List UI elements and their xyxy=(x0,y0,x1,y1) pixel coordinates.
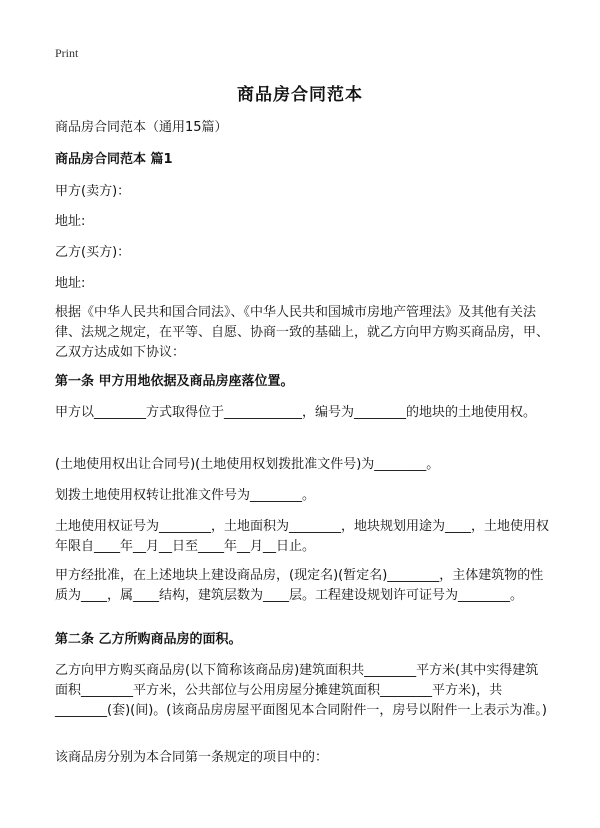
article1-land-acquisition: 甲方以________方式取得位于____________，编号为________的地块的土地使用权。 xyxy=(55,405,537,420)
print-link[interactable]: Print xyxy=(55,46,79,60)
section-heading: 商品房合同范本 篇1 xyxy=(55,152,173,167)
article1-building-info: 甲方经批准，在上述地块上建设商品房，(现定名)(暂定名)________，主体建筑物的性质为____，属____结构，建筑层数为____层。工程建设规划许可证号为________。 xyxy=(55,568,544,603)
article2-project-reference: 该商品房分别为本合同第一条规定的项目中的： xyxy=(55,750,329,765)
article1-heading: 第一条 甲方用地依据及商品房座落位置。 xyxy=(55,374,294,389)
address-line-1: 地址: xyxy=(55,214,86,229)
article1-land-certificate: 土地使用权证号为________，土地面积为________，地块规划用途为____，土地使用权年限自____年__月__日至____年__月__日止。 xyxy=(55,519,550,554)
intro-paragraph: 根据《中华人民共和国合同法》、《中华人民共和国城市房地产管理法》及其他有关法律、法规之规定，在平等、自愿、协商一致的基础上，就乙方向甲方购买商品房，甲、乙双方达成如下协议： xyxy=(55,305,550,360)
subtitle: 商品房合同范本（通用15篇） xyxy=(55,120,228,135)
address-line-2: 地址: xyxy=(55,276,86,291)
party-a-seller: 甲方(卖方)： xyxy=(55,184,131,199)
article2-heading: 第二条 乙方所购商品房的面积。 xyxy=(55,632,242,647)
article1-transfer-approval: 划拨土地使用权转让批准文件号为________。 xyxy=(55,488,316,503)
article1-contract-number: (土地使用权出让合同号)(土地使用权划拨批准文件号)为________。 xyxy=(55,457,440,472)
page-title: 商品房合同范本 xyxy=(237,85,363,105)
article2-area-details: 乙方向甲方购买商品房(以下简称该商品房)建筑面积共________平方米(其中实得建筑面积________平方米，公共部位与公用房屋分摊建筑面积________平方米)，共________(套)(间)。(该商品房房屋平面图见本合同附件一，房号以附件一上表示为准。) xyxy=(55,663,547,718)
party-b-buyer: 乙方(买方)： xyxy=(55,245,131,260)
